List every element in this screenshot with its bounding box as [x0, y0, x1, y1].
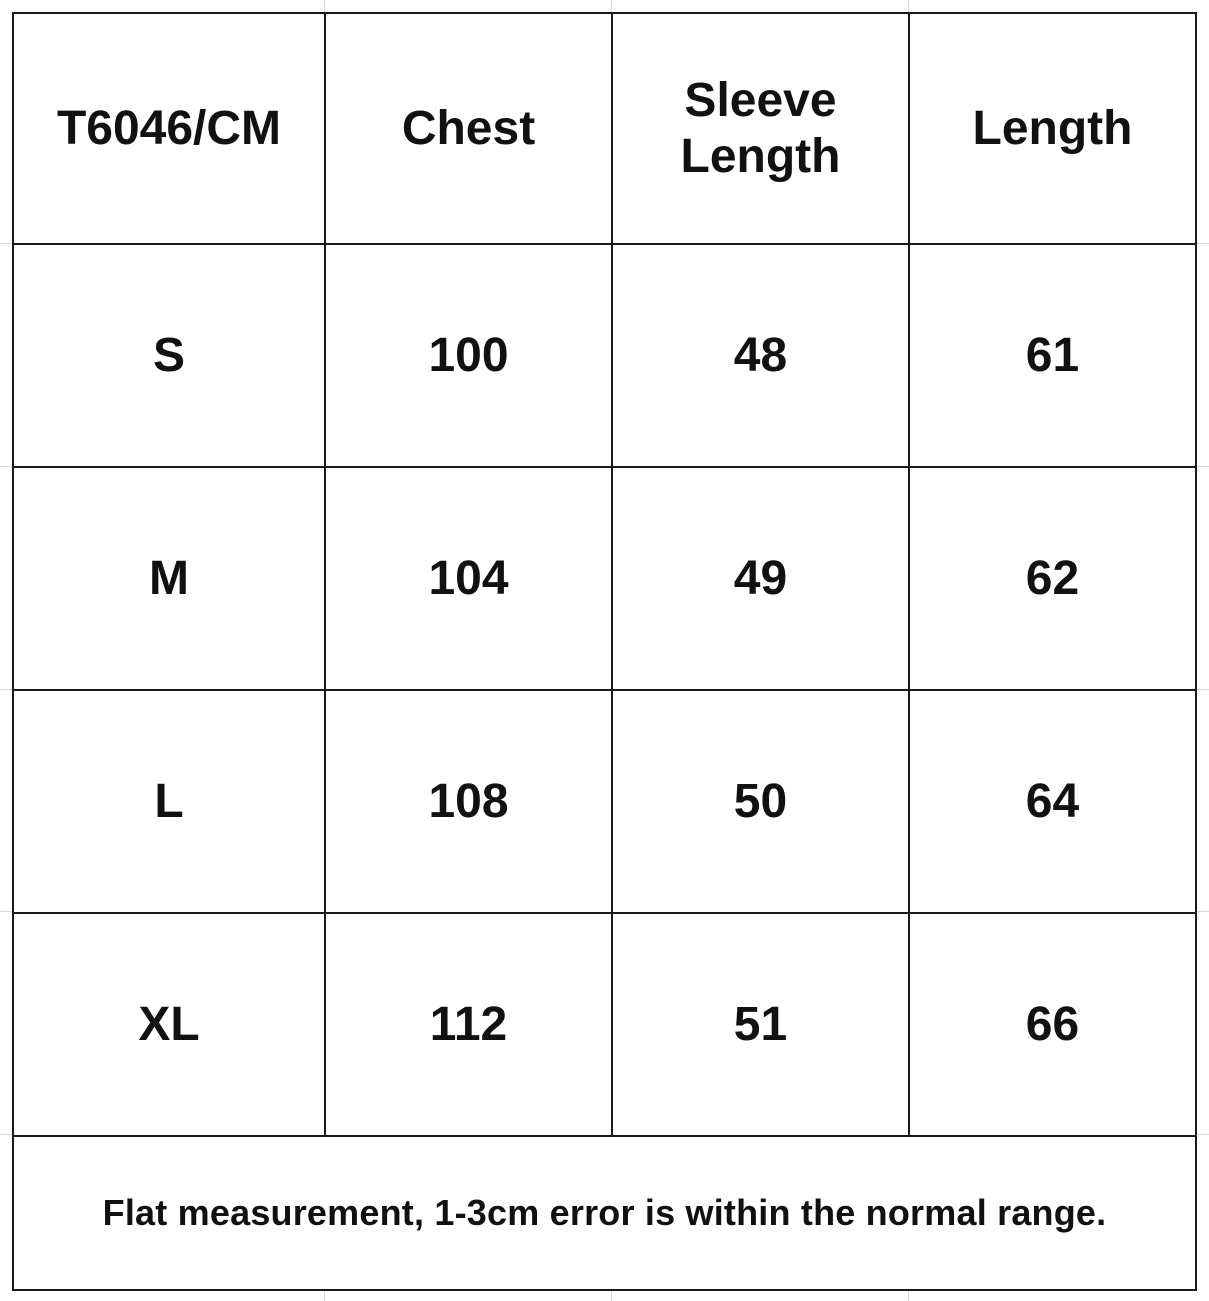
table-row — [13, 244, 1196, 467]
sleeve-cell[interactable]: 49 — [612, 467, 909, 690]
table-row — [13, 467, 1196, 690]
table-row — [13, 913, 1196, 1136]
size-cell[interactable]: L — [13, 690, 325, 913]
chest-cell[interactable]: 108 — [325, 690, 612, 913]
size-cell[interactable]: M — [13, 467, 325, 690]
header-model-unit[interactable]: T6046/CM — [13, 13, 325, 244]
header-length[interactable]: Length — [909, 13, 1196, 244]
length-cell[interactable]: 64 — [909, 690, 1196, 913]
chest-cell[interactable]: 100 — [325, 244, 612, 467]
header-sleeve-length-label: Sleeve Length — [680, 73, 841, 183]
measurement-note[interactable]: Flat measurement, 1-3cm error is within the normal range. — [13, 1136, 1196, 1290]
header-sleeve-length[interactable] — [612, 13, 909, 244]
size-cell[interactable]: XL — [13, 913, 325, 1136]
length-cell[interactable]: 66 — [909, 913, 1196, 1136]
table-row — [13, 690, 1196, 913]
sleeve-cell[interactable]: 48 — [612, 244, 909, 467]
chest-cell[interactable]: 112 — [325, 913, 612, 1136]
length-cell[interactable]: 61 — [909, 244, 1196, 467]
table-header-row — [13, 13, 1196, 244]
header-chest[interactable]: Chest — [325, 13, 612, 244]
chest-cell[interactable]: 104 — [325, 467, 612, 690]
sleeve-cell[interactable]: 51 — [612, 913, 909, 1136]
sleeve-cell[interactable]: 50 — [612, 690, 909, 913]
size-chart-table — [12, 12, 1197, 1291]
note-row — [13, 1136, 1196, 1290]
length-cell[interactable]: 62 — [909, 467, 1196, 690]
size-cell[interactable]: S — [13, 244, 325, 467]
